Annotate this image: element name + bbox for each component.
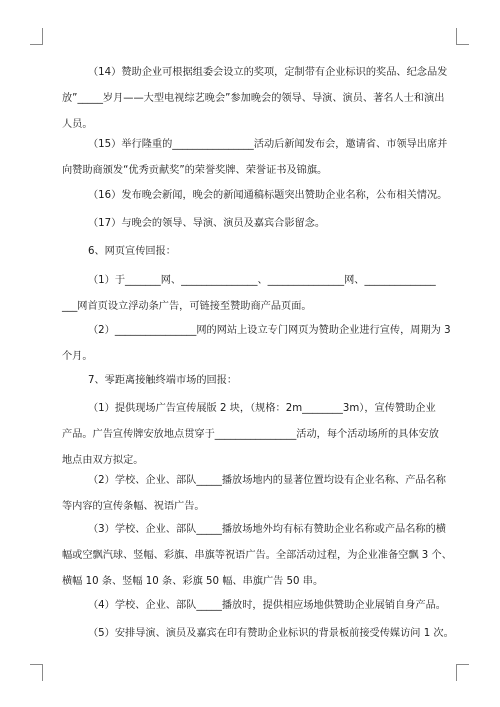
paragraph-10-line-2: 等内容的宣传条幅、祝语广告。 [62, 501, 205, 512]
paragraph-1-line-2: 放”_____岁月——大型电视综艺晚会”参加晚会的领导、导演、演员、著名人士和演出 [62, 93, 445, 104]
paragraph-10-line-1: （2）学校、企业、部队_____播放场地内的显著位置均设有企业名称、产品名称 [88, 475, 446, 486]
paragraph-7-line-2: 个月。 [62, 351, 93, 362]
paragraph-5-line-1: 6、网页宣传回报： [88, 246, 176, 257]
crop-mark-bottom-left [30, 664, 43, 681]
paragraph-9-line-2: 产品。广告宣传牌安放地点贯穿于________________活动，每个活动场所的具体安放 [62, 429, 439, 440]
paragraph-4-line-1: （17）与晚会的领导、导演、演员及嘉宾合影留念。 [88, 218, 326, 229]
paragraph-8-line-1: 7、零距离接触终端市场的回报： [88, 375, 238, 386]
paragraph-2-line-1: （15）举行隆重的________________活动后新闻发布会，邀请省、市领导出席并 [88, 139, 448, 150]
paragraph-9-line-3: 地点由双方拟定。 [62, 455, 144, 466]
paragraph-2-line-2: 向赞助商颁发“优秀贡献奖”的荣誉奖牌、荣誉证书及锦旗。 [62, 165, 328, 176]
crop-mark-bottom-right [456, 664, 469, 681]
paragraph-7-line-1: （2）________________网的网站上设立专门网页为赞助企业进行宣传，周期为 3 [88, 325, 451, 336]
paragraph-3-line-1: （16）发布晚会新闻，晚会的新闻通稿标题突出赞助企业名称，公布相关情况。 [88, 190, 448, 201]
crop-mark-top-right [456, 28, 469, 45]
paragraph-6-line-2: ___网首页设立浮动条广告，可链接至赞助商产品页面。 [62, 301, 312, 312]
paragraph-11-line-1: （3）学校、企业、部队_____播放场地外均有标有赞助企业名称或产品名称的横 [88, 524, 446, 535]
paragraph-13-line-1: （5）安排导演、演员及嘉宾在印有赞助企业标识的背景板前接受传媒访问 1 次。 [88, 628, 454, 639]
paragraph-1-line-3: 人员。 [62, 119, 93, 130]
paragraph-1-line-1: （14）赞助企业可根据组委会设立的奖项，定制带有企业标识的奖品、纪念品发 [88, 67, 448, 78]
paragraph-11-line-2: 幅或空飘汽球、竖幅、彩旗、串旗等祝语广告。全部活动过程，为企业准备空飘 3 个、 [62, 550, 452, 561]
crop-mark-top-left [30, 28, 43, 45]
paragraph-9-line-1: （1）提供现场广告宣传展版 2 块，（规格：2m________3m），宣传赞助企业 [88, 403, 436, 414]
paragraph-12-line-1: （4）学校、企业、部队_____播放时，提供相应场地供赞助企业展销自身产品。 [88, 600, 446, 611]
paragraph-11-line-3: 横幅 10 条、竖幅 10 条、彩旗 50 幅、串旗广告 50 串。 [62, 576, 324, 587]
paragraph-6-line-1: （1）于_______网、_______________、_______________网、______________ [88, 275, 436, 286]
